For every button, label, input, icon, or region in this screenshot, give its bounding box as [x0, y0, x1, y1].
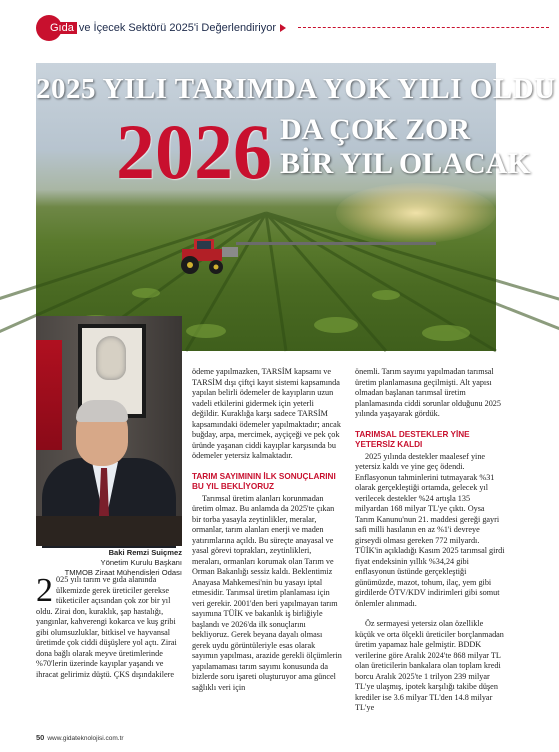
caption-name: Baki Remzi Suiçmez	[108, 548, 182, 557]
drop-cap: 2	[36, 572, 53, 609]
man-hair	[76, 400, 128, 422]
tractor-icon	[176, 235, 246, 275]
paragraph: önemli. Tarım sayımı yapılmadan tarımsal üretim planlamasına geçilmişti. Alt yapısı olmadan başlanan tarımsal üretim planlamasında ciddi sorunlar olduğunu 2025 yılında yaşayarak gördük.	[355, 367, 501, 418]
subheading-tarim-sayimi: TARIM SAYIMININ İLK SONUÇLARINI BU YIL BEKLİYORUZ	[192, 471, 336, 491]
headline-year: 2026	[116, 108, 272, 195]
play-arrow-icon	[280, 24, 286, 32]
article-column-2	[192, 367, 342, 693]
headline-line-1: 2025 YILI TARIMDA YOK YILI OLDU	[36, 73, 556, 105]
page-footer	[36, 733, 124, 742]
section-header	[36, 15, 549, 41]
paragraph: Tarımsal üretim alanları korunmadan üretim olmaz. Bu anlamda da 2025'te çıkan bir torba yasayla zeytinlikler, meralar, ormanlar, tarım alanları enerji ve maden yatırımlarına açıldı. Bu süreçte anayasal ve yasal görevi toprakları, zeytinlikleri, meraları, ormanları korumak olan Tarım ve Orman Bakanlığı sessiz kaldı. Beklentimiz Anayasa Mahkemesi'nin bu yasayı iptal etmesidir. Tarımsal üretim planlaması için veri gerekir. 2001'den beri yapılmayan tarım sayımına TÜİK ve bakanlık iş birliğiyle başlandı ve 2026'da ilk sonuçlarını bekliyoruz. Gerek beyana dayalı olması gerek uydu görüntüleriyle esas olarak sayımın yapılması, arazide gerekli ölçümlerin yapılamaması tarım sayımı konusunda da bizlerde soru işareti oluşturuyor ama güncel sağlıklı veri için	[192, 493, 342, 692]
headline-line-2	[280, 113, 531, 181]
footer-url: www.gidateknolojisi.com.tr	[47, 735, 124, 742]
caption-role-1: Yönetim Kurulu Başkanı	[100, 558, 182, 567]
photo-caption	[36, 548, 182, 578]
page-number: 50	[36, 733, 45, 742]
paragraph: 2025 yılında destekler maalesef yine yetersiz kaldı ve yine geç ödendi. Enflasyonun tahminlerini tutmayarak %31 olarak gerçekleştiği ortamda, gelecek yıl verilecek destekler %24 artışla 135 milyardan 168 milyar TL'ye çıktı. Oysa Tarım Kanunu'nun 21. maddesi gereği gayri safi milli hasılanın en az %1'i devreye girseydi olması gereken 772 milyardı. TÜİK'in açıkladığı Kasım 2025 tarımsal girdi fiyat endeksinin yıllık %34,24 gibi enflasyonun üstünde gerçekleştiği günümüzde, mazot, tohum, ilaç, yem gibi girdilerde ÖTV/KDV indirimleri gibi somut önlemler alınmadı.	[355, 451, 505, 608]
header-dashed-line	[298, 27, 549, 28]
headline-line-2a: DA ÇOK ZOR	[280, 113, 471, 146]
subheading-destekler: TARIMSAL DESTEKLER YİNE YETERSİZ KALDI	[355, 429, 470, 449]
section-title	[46, 18, 286, 38]
section-title-text: ve İçecek Sektörü 2025'i Değerlendiriyor	[78, 22, 277, 34]
desk	[36, 516, 182, 546]
section-badge-text: Gıda	[46, 22, 77, 34]
article-column-3	[355, 367, 505, 714]
paragraph: ödeme yapılmazken, TARSİM kapsamı ve TARSİM dışı çiftçi kayıt sistemi kapsamında yapılan belirli ödemeler de kayıpların uzun vadeli etkilerini gidermek için yeterli değildir. Kuraklığa karşı sadece TARSİM kapsamındaki ödemeler yapılmaktadır; ancak buğday, arpa, mercimek, ayçiçeği ve pek çok üründe yaşanan ciddi kayıplar karşısında bu ödemeler yetersiz kalmaktadır.	[192, 367, 341, 460]
flag-drape	[36, 340, 62, 450]
framed-portrait-face	[96, 336, 126, 380]
hero-image	[36, 63, 556, 351]
caption-role-2: TMMOB Ziraat Mühendisleri Odası	[64, 568, 182, 577]
paragraph-intro-text: 025 yılı tarım ve gıda alanında ülkemizde gerek üreticiler gerekse tüketiciler açısından çok zor bir yıl oldu. Zirai don, kuraklık, şap hastalığı, yangınlar, kahverengi kokarca ve kuş gribi gibi olumsuzluklar, bitkisel ve hayvansal üretimde çok ciddi düşüşlere yol açtı. Zirai dona bağlı olarak meyve üretimlerinde %70'lerin üzerinde kayıplar yaşandı ve ihracat gelirimiz düştü. ÇKS dışındakilere	[36, 575, 177, 679]
headline-line-2b: BİR YIL OLACAK	[280, 147, 531, 180]
portrait-photo	[36, 316, 182, 546]
paragraph: Öz sermayesi yetersiz olan özellikle küçük ve orta ölçekli üreticiler borçlanmadan üretim yapamaz hale gelmiştir. BDDK verilerine göre Aralık 2024'te 868 milyar TL olan üreticilerin bankalara olan toplam kredi borcu Aralık 2025'te 1 trilyon 239 milyar TL'ye ulaşmış, ipotek karşılığı takibe düşen krediler ise 3.6 milyar TL'den 14.8 milyar TL'ye	[355, 619, 504, 712]
sprayer-boom	[236, 242, 436, 245]
